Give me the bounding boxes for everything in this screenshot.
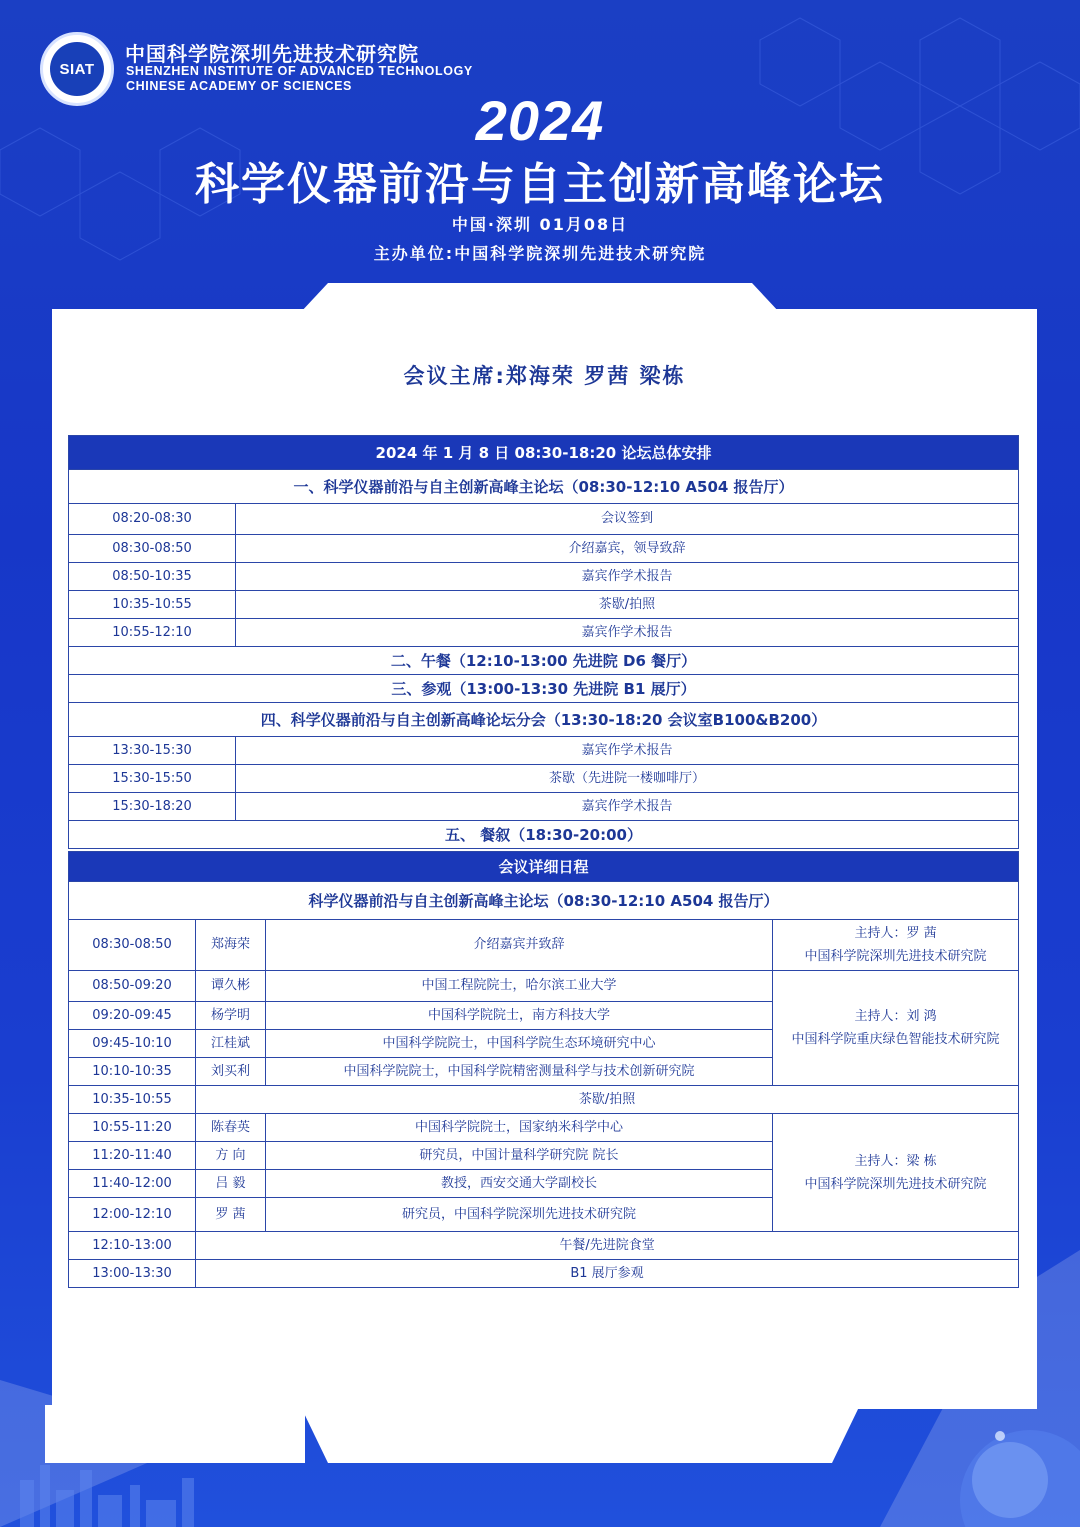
speaker-cell: 方 向 (196, 1142, 266, 1170)
host-org: 中国科学院深圳先进技术研究院 (804, 949, 987, 964)
item-cell: 嘉宾作学术报告 (236, 563, 1019, 591)
section-5-title: 五、 餐叙（18:30-20:00） (69, 821, 1019, 849)
section-2-title: 二、午餐（12:10-13:00 先进院 D6 餐厅） (69, 647, 1019, 675)
topic-cell: 中国科学院院士，国家纳米科学中心 (266, 1114, 773, 1142)
speaker-cell: 谭久彬 (196, 971, 266, 1002)
topic-cell: 研究员，中国计量科学研究院 院长 (266, 1142, 773, 1170)
table-row (69, 591, 1019, 619)
overview-header: 2024 年 1 月 8 日 08:30-18:20 论坛总体安排 (69, 436, 1019, 470)
section-4-title: 四、科学仪器前沿与自主创新高峰论坛分会（13:30-18:20 会议室B100&B200） (69, 703, 1019, 737)
table-row (69, 1114, 1019, 1142)
section-1-title: 一、科学仪器前沿与自主创新高峰主论坛（08:30-12:10 A504 报告厅） (69, 470, 1019, 504)
table-row (69, 793, 1019, 821)
table-row (69, 737, 1019, 765)
host-label: 主持人：梁 栋 (854, 1153, 937, 1169)
table-row (69, 504, 1019, 535)
time-cell: 12:10-13:00 (69, 1232, 196, 1260)
decorative-orb (900, 1400, 1080, 1527)
topic-cell: 介绍嘉宾并致辞 (266, 920, 773, 971)
time-cell: 11:20-11:40 (69, 1142, 196, 1170)
host-cell (773, 1114, 1019, 1232)
table-row (69, 535, 1019, 563)
topic-cell: 中国科学院院士，中国科学院精密测量科学与技术创新研究院 (266, 1058, 773, 1086)
time-cell: 08:50-10:35 (69, 563, 236, 591)
speaker-cell: 刘买利 (196, 1058, 266, 1086)
host-label: 主持人：刘 鸿 (854, 1009, 937, 1024)
time-cell: 09:20-09:45 (69, 1002, 196, 1030)
overview-table (68, 435, 1019, 849)
section-row (69, 821, 1019, 849)
time-cell: 15:30-18:20 (69, 793, 236, 821)
time-cell: 10:55-12:10 (69, 619, 236, 647)
time-cell: 10:35-10:55 (69, 1086, 196, 1114)
item-cell: 茶歇/拍照 (236, 591, 1019, 619)
topic-cell: 中国科学院院士，中国科学院生态环境研究中心 (266, 1030, 773, 1058)
time-cell: 13:30-15:30 (69, 737, 236, 765)
topic-cell: 中国工程院院士，哈尔滨工业大学 (266, 971, 773, 1002)
time-cell: 08:50-09:20 (69, 971, 196, 1002)
time-cell: 08:30-08:50 (69, 535, 236, 563)
topic-cell: B1 展厅参观 (196, 1260, 1019, 1288)
institute-name-en-line1: SHENZHEN INSTITUTE OF ADVANCED TECHNOLOGY (126, 64, 473, 78)
section-row (69, 675, 1019, 703)
time-cell: 10:35-10:55 (69, 591, 236, 619)
time-cell: 08:20-08:30 (69, 504, 236, 535)
table-row (69, 1086, 1019, 1114)
speaker-cell: 江桂斌 (196, 1030, 266, 1058)
topic-cell: 研究员，中国科学院深圳先进技术研究院 (266, 1198, 773, 1232)
host-org: 中国科学院重庆绿色智能技术研究院 (791, 1032, 1000, 1047)
table-row (69, 920, 1019, 971)
item-cell: 嘉宾作学术报告 (236, 793, 1019, 821)
item-cell: 茶歇（先进院一楼咖啡厅） (236, 765, 1019, 793)
detail-subheader: 科学仪器前沿与自主创新高峰主论坛（08:30-12:10 A504 报告厅） (69, 882, 1019, 920)
speaker-cell: 罗 茜 (196, 1198, 266, 1232)
section-3-title: 三、参观（13:00-13:30 先进院 B1 展厅） (69, 675, 1019, 703)
table-row (69, 563, 1019, 591)
time-cell: 15:30-15:50 (69, 765, 236, 793)
host-label: 主持人：罗 茜 (854, 926, 937, 941)
institute-name-cn: 中国科学院深圳先进技术研究院 (125, 42, 419, 66)
overview-header-row (69, 436, 1019, 470)
detail-table (68, 851, 1019, 1288)
item-cell: 嘉宾作学术报告 (236, 619, 1019, 647)
time-cell: 08:30-08:50 (69, 920, 196, 971)
time-cell: 13:00-13:30 (69, 1260, 196, 1288)
host-org: 中国科学院深圳先进技术研究院 (804, 1176, 987, 1192)
topic-cell: 午餐/先进院食堂 (196, 1232, 1019, 1260)
section-row (69, 647, 1019, 675)
host-cell (773, 920, 1019, 971)
card-bottom-tab (300, 1405, 860, 1463)
section-row (69, 470, 1019, 504)
item-cell: 嘉宾作学术报告 (236, 737, 1019, 765)
table-row (69, 1232, 1019, 1260)
logo-text: SIAT (59, 60, 95, 78)
detail-header-row (69, 852, 1019, 882)
table-row (69, 765, 1019, 793)
event-organizer: 主办单位:中国科学院深圳先进技术研究院 (373, 244, 707, 263)
event-title: 科学仪器前沿与自主创新高峰论坛 (195, 159, 885, 210)
table-row (69, 619, 1019, 647)
topic-cell: 中国科学院院士，南方科技大学 (266, 1002, 773, 1030)
item-cell: 会议签到 (236, 504, 1019, 535)
speaker-cell: 陈春英 (196, 1114, 266, 1142)
section-row (69, 703, 1019, 737)
table-row (69, 1260, 1019, 1288)
time-cell: 12:00-12:10 (69, 1198, 196, 1232)
time-cell: 10:10-10:35 (69, 1058, 196, 1086)
detail-subheader-row (69, 882, 1019, 920)
time-cell: 09:45-10:10 (69, 1030, 196, 1058)
detail-header: 会议详细日程 (69, 852, 1019, 882)
conference-chairs: 会议主席:郑海荣 罗茜 梁栋 (403, 364, 686, 388)
speaker-cell: 吕 毅 (196, 1170, 266, 1198)
topic-cell: 茶歇/拍照 (196, 1086, 1019, 1114)
speaker-cell: 杨学明 (196, 1002, 266, 1030)
speaker-cell: 郑海荣 (196, 920, 266, 971)
host-cell (773, 971, 1019, 1086)
item-cell: 介绍嘉宾，领导致辞 (236, 535, 1019, 563)
time-cell: 10:55-11:20 (69, 1114, 196, 1142)
event-year: 2024 (475, 89, 605, 152)
event-place-date: 中国·深圳 01月08日 (451, 215, 629, 234)
institute-name-en-line2: CHINESE ACADEMY OF SCIENCES (126, 79, 352, 93)
time-cell: 11:40-12:00 (69, 1170, 196, 1198)
table-row (69, 971, 1019, 1002)
topic-cell: 教授，西安交通大学副校长 (266, 1170, 773, 1198)
card-bottom-left (45, 1405, 305, 1463)
